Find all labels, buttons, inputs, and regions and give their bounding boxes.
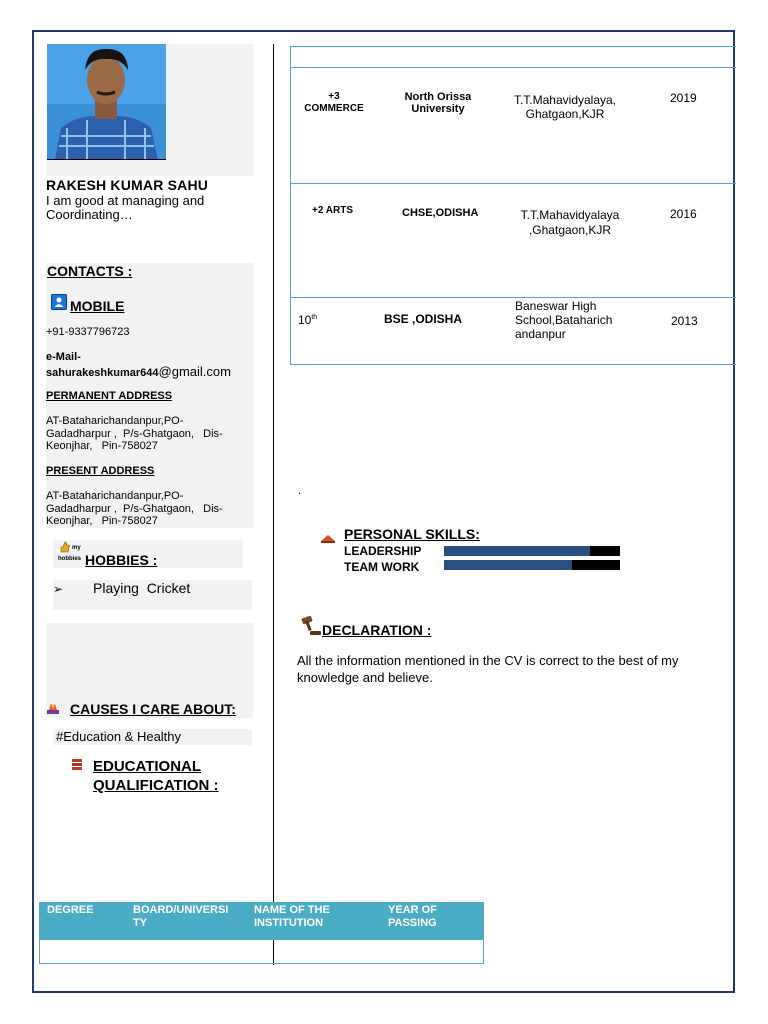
gavel-icon bbox=[298, 614, 322, 641]
edu-institution-line: School,Bataharich bbox=[515, 313, 613, 327]
edu-board-line: University bbox=[411, 103, 465, 115]
edu-degree-sup: th bbox=[311, 314, 318, 321]
edu-row-divider bbox=[290, 297, 736, 298]
email-label: e-Mail- bbox=[46, 351, 81, 363]
email-domain: @gmail.com bbox=[158, 364, 231, 379]
column-divider bbox=[273, 44, 274, 965]
causes-heading: CAUSES I CARE ABOUT: bbox=[70, 701, 236, 717]
education-heading-line: EDUCATIONAL bbox=[93, 758, 202, 775]
edu-row-divider bbox=[290, 183, 736, 184]
edu-institution-line: T.T.Mahavidyalaya bbox=[520, 208, 620, 222]
hobbies-icon-text-top: my bbox=[72, 545, 81, 551]
permanent-address-label: PERMANENT ADDRESS bbox=[46, 390, 173, 402]
permanent-address-line: Keonjhar, Pin-758027 bbox=[46, 440, 158, 452]
hobby-item: Playing Cricket bbox=[93, 580, 191, 596]
edu-degree bbox=[298, 313, 317, 327]
books-icon bbox=[71, 758, 83, 777]
edu-degree-text: 10 bbox=[298, 313, 312, 327]
email-user: sahurakeshkumar644 bbox=[46, 367, 159, 379]
mobile-label: MOBILE bbox=[70, 298, 125, 314]
hobbies-icon bbox=[56, 541, 86, 565]
email-address bbox=[46, 364, 231, 379]
contact-card-icon bbox=[51, 294, 67, 315]
present-address-label: PRESENT ADDRESS bbox=[46, 465, 155, 477]
col-board-line: TY bbox=[133, 917, 148, 929]
edu-institution-line: ,Ghatgaon,KJR bbox=[528, 223, 612, 237]
present-address-line: Keonjhar, Pin-758027 bbox=[46, 515, 158, 527]
permanent-address-line: AT-Bataharichandanpur,PO- bbox=[46, 415, 184, 427]
col-institution bbox=[254, 904, 330, 930]
skill-bar-track bbox=[444, 546, 620, 556]
edu-board: CHSE,ODISHA bbox=[402, 207, 479, 219]
edu-board bbox=[392, 91, 484, 115]
edu-institution bbox=[515, 299, 612, 341]
edu-board-line: North Orissa bbox=[404, 91, 472, 103]
edu-degree-line: COMMERCE bbox=[304, 103, 364, 114]
declaration-line: knowledge and believe. bbox=[297, 670, 433, 685]
edu-institution bbox=[505, 208, 635, 238]
col-institution-line: NAME OF THE bbox=[254, 904, 330, 916]
col-board-line: BOARD/UNIVERSI bbox=[133, 904, 229, 916]
skill-label: LEADERSHIP bbox=[344, 544, 422, 558]
edu-degree bbox=[300, 91, 368, 115]
stray-dot: . bbox=[298, 485, 302, 497]
edu-year: 2013 bbox=[671, 314, 698, 328]
permanent-address bbox=[46, 415, 240, 453]
hobbies-icon-text-bottom: hobbies bbox=[58, 556, 82, 562]
skill-bar-fill bbox=[444, 560, 572, 570]
skill-bar-track bbox=[444, 560, 620, 570]
hobby-bullet-icon: ➢ bbox=[53, 582, 64, 596]
edu-institution-line: Baneswar High bbox=[515, 299, 597, 313]
edu-year: 2016 bbox=[670, 207, 697, 221]
edu-institution-line: andanpur bbox=[515, 327, 566, 341]
edu-year: 2019 bbox=[670, 91, 697, 105]
causes-text: #Education & Healthy bbox=[56, 729, 182, 744]
edu-institution-line: Ghatgaon,KJR bbox=[525, 107, 605, 121]
edu-degree-line: +3 bbox=[328, 91, 340, 102]
present-address bbox=[46, 490, 240, 528]
edu-row-divider bbox=[290, 67, 736, 68]
col-year bbox=[388, 904, 437, 930]
hands-icon bbox=[46, 701, 60, 720]
edu-institution-line: T.T.Mahavidyalaya, bbox=[513, 93, 617, 107]
contacts-heading: CONTACTS : bbox=[47, 263, 133, 279]
col-year-line: YEAR OF bbox=[388, 904, 437, 916]
col-year-line: PASSING bbox=[388, 917, 437, 929]
declaration-heading: DECLARATION : bbox=[322, 622, 432, 638]
declaration-text bbox=[297, 652, 679, 686]
present-address-line: AT-Bataharichandanpur,PO- bbox=[46, 490, 184, 502]
col-degree: DEGREE bbox=[47, 904, 94, 916]
mobile-number: +91-9337796723 bbox=[46, 326, 130, 338]
thumbs-up-icon bbox=[58, 541, 70, 553]
candidate-name: RAKESH KUMAR SAHU bbox=[46, 177, 209, 193]
edu-institution bbox=[500, 93, 630, 121]
edu-table-empty-row bbox=[39, 940, 484, 964]
education-heading-line: QUALIFICATION : bbox=[93, 777, 219, 794]
declaration-line: All the information mentioned in the CV is correct to the best of my bbox=[297, 653, 679, 668]
profile-photo bbox=[47, 44, 166, 160]
col-board bbox=[133, 904, 228, 930]
edu-board: BSE ,ODISHA bbox=[384, 312, 463, 326]
education-heading bbox=[93, 757, 219, 795]
skills-icon bbox=[320, 530, 336, 548]
photo-underline bbox=[47, 159, 166, 160]
present-address-line: Gadadharpur , P/s-Ghatgaon, Dis- bbox=[46, 502, 223, 515]
skill-bar-fill bbox=[444, 546, 590, 556]
tagline: I am good at managing and Coordinating… bbox=[46, 193, 205, 222]
edu-degree: +2 ARTS bbox=[312, 205, 354, 216]
skills-heading: PERSONAL SKILLS: bbox=[344, 526, 480, 542]
skill-label: TEAM WORK bbox=[344, 560, 420, 574]
hobbies-heading: HOBBIES : bbox=[85, 552, 158, 568]
permanent-address-line: Gadadharpur , P/s-Ghatgaon, Dis- bbox=[46, 427, 223, 440]
col-institution-line: INSTITUTION bbox=[254, 917, 324, 929]
